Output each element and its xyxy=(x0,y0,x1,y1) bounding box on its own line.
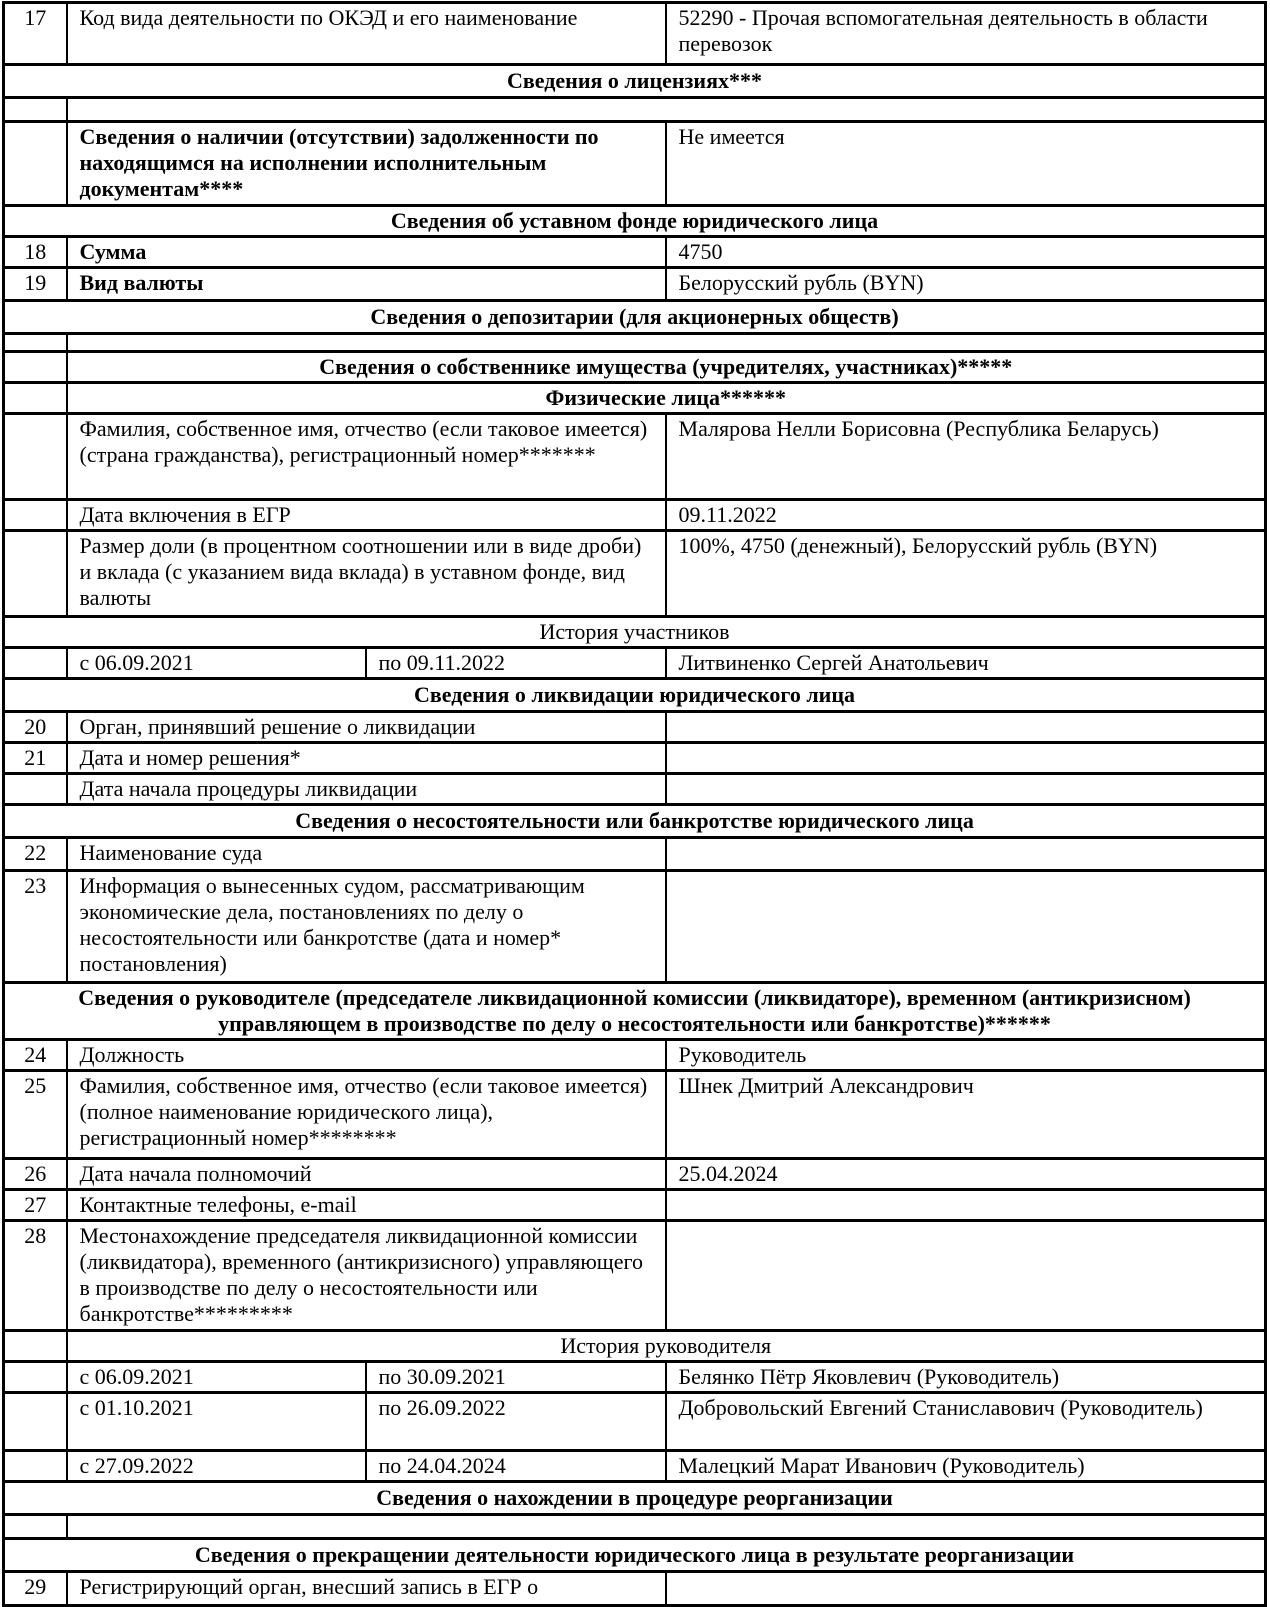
row-number-cell: 22 xyxy=(4,838,67,871)
row-number-cell xyxy=(4,383,67,414)
table-row xyxy=(4,712,1266,743)
value-cell: 52290 - Прочая вспомогательная деятельность в области перевозок xyxy=(666,3,1266,65)
label-cell: Сведения о наличии (отсутствии) задолженности по находящимся на исполнении исполнительным документам**** xyxy=(67,122,666,206)
section-header-cell: Сведения о руководителе (председателе ликвидационной комиссии (ликвидаторе), временном (антикризисном) управляющем в производстве по делу о несостоятельности или банкротстве)****** xyxy=(4,983,1266,1040)
label-cell: Дата начала процедуры ликвидации xyxy=(67,774,666,805)
row-number-cell: 24 xyxy=(4,1040,67,1071)
row-number-cell: 27 xyxy=(4,1190,67,1221)
value-cell: Малярова Нелли Борисовна (Республика Беларусь) xyxy=(666,414,1266,500)
table-row xyxy=(4,1451,1266,1482)
value-cell xyxy=(666,774,1266,805)
row-number-cell xyxy=(4,352,67,383)
date-from-cell: с 06.09.2021 xyxy=(67,1362,366,1393)
label-cell: Регистрирующий орган, внесший запись в ЕГР о xyxy=(67,1572,666,1606)
table-row xyxy=(4,98,1266,122)
date-from-cell: с 27.09.2022 xyxy=(67,1451,366,1482)
label-cell: Дата и номер решения* xyxy=(67,743,666,774)
section-header-cell: Сведения о депозитарии (для акционерных обществ) xyxy=(4,301,1266,334)
row-number-cell: 20 xyxy=(4,712,67,743)
section-header-cell: Сведения об уставном фонде юридического лица xyxy=(4,206,1266,237)
date-to-cell: по 24.04.2024 xyxy=(366,1451,666,1482)
value-cell: Белорусский рубль (BYN) xyxy=(666,268,1266,301)
blank-cell xyxy=(67,98,1266,122)
row-number-cell xyxy=(4,334,67,352)
table-row xyxy=(4,1040,1266,1071)
table-row xyxy=(4,1362,1266,1393)
table-row xyxy=(4,983,1266,1040)
date-from-cell: с 06.09.2021 xyxy=(67,648,366,679)
row-number-cell: 19 xyxy=(4,268,67,301)
table-row xyxy=(4,774,1266,805)
value-cell: 100%, 4750 (денежный), Белорусский рубль (BYN) xyxy=(666,531,1266,617)
table-row xyxy=(4,1539,1266,1572)
value-cell xyxy=(666,1190,1266,1221)
row-number-cell xyxy=(4,531,67,617)
table-row xyxy=(4,531,1266,617)
row-number-cell: 26 xyxy=(4,1159,67,1190)
row-number-cell xyxy=(4,648,67,679)
table-row xyxy=(4,122,1266,206)
row-number-cell xyxy=(4,774,67,805)
table-row xyxy=(4,414,1266,500)
row-number-cell: 21 xyxy=(4,743,67,774)
value-cell xyxy=(666,871,1266,983)
row-number-cell xyxy=(4,414,67,500)
value-cell: Руководитель xyxy=(666,1040,1266,1071)
table-row xyxy=(4,268,1266,301)
section-header-cell: История руководителя xyxy=(67,1331,1266,1362)
label-cell: Информация о вынесенных судом, рассматривающим экономические дела, постановлениях по делу о несостоятельности или банкротстве (дата и номер* постановления) xyxy=(67,871,666,983)
table-row xyxy=(4,1515,1266,1539)
row-number-cell xyxy=(4,122,67,206)
row-number-cell: 18 xyxy=(4,237,67,268)
table-row xyxy=(4,334,1266,352)
table-row xyxy=(4,1393,1266,1451)
label-cell: Размер доли (в процентном соотношении или в виде дроби) и вклада (с указанием вида вклада) в уставном фонде, вид валюты xyxy=(67,531,666,617)
table-row xyxy=(4,1482,1266,1515)
label-cell: Фамилия, собственное имя, отчество (если таковое имеется) (полное наименование юридического лица), регистрационный номер******** xyxy=(67,1071,666,1159)
row-number-cell: 17 xyxy=(4,3,67,65)
value-cell: Малецкий Марат Иванович (Руководитель) xyxy=(666,1451,1266,1482)
table-row xyxy=(4,805,1266,838)
row-number-cell xyxy=(4,1515,67,1539)
value-cell xyxy=(666,712,1266,743)
table-row xyxy=(4,1190,1266,1221)
value-cell: 25.04.2024 xyxy=(666,1159,1266,1190)
row-number-cell xyxy=(4,1393,67,1451)
row-number-cell xyxy=(4,500,67,531)
row-number-cell: 23 xyxy=(4,871,67,983)
value-cell: Белянко Пётр Яковлевич (Руководитель) xyxy=(666,1362,1266,1393)
table-row xyxy=(4,648,1266,679)
row-number-cell: 25 xyxy=(4,1071,67,1159)
section-header-cell: Сведения о прекращении деятельности юридического лица в результате реорганизации xyxy=(4,1539,1266,1572)
section-header-cell: Сведения о собственнике имущества (учредителях, участниках)***** xyxy=(67,352,1266,383)
table-row xyxy=(4,679,1266,712)
table-row xyxy=(4,1572,1266,1606)
label-cell: Сумма xyxy=(67,237,666,268)
label-cell: Вид валюты xyxy=(67,268,666,301)
label-cell: Контактные телефоны, e-mail xyxy=(67,1190,666,1221)
section-header-cell: Сведения о ликвидации юридического лица xyxy=(4,679,1266,712)
section-header-cell: Физические лица****** xyxy=(67,383,1266,414)
section-header-cell: Сведения о нахождении в процедуре реорганизации xyxy=(4,1482,1266,1515)
row-number-cell xyxy=(4,1362,67,1393)
table-row xyxy=(4,617,1266,648)
value-cell xyxy=(666,1221,1266,1331)
table-row xyxy=(4,3,1266,65)
value-cell xyxy=(666,838,1266,871)
registry-table xyxy=(2,1,1267,1607)
label-cell: Дата начала полномочий xyxy=(67,1159,666,1190)
table-row xyxy=(4,352,1266,383)
label-cell: Код вида деятельности по ОКЭД и его наименование xyxy=(67,3,666,65)
value-cell: Шнек Дмитрий Александрович xyxy=(666,1071,1266,1159)
label-cell: Дата включения в ЕГР xyxy=(67,500,666,531)
blank-cell xyxy=(67,1515,1266,1539)
table-row xyxy=(4,1159,1266,1190)
section-header-cell: Сведения о лицензиях*** xyxy=(4,65,1266,98)
blank-cell xyxy=(67,334,1266,352)
table-row xyxy=(4,871,1266,983)
date-to-cell: по 30.09.2021 xyxy=(366,1362,666,1393)
table-row xyxy=(4,206,1266,237)
row-number-cell: 28 xyxy=(4,1221,67,1331)
date-to-cell: по 09.11.2022 xyxy=(366,648,666,679)
label-cell: Местонахождение председателя ликвидационной комиссии (ликвидатора), временного (антикризисного) управляющего в производстве по делу о несостоятельности или банкротстве********* xyxy=(67,1221,666,1331)
table-row xyxy=(4,301,1266,334)
registry-table-body xyxy=(4,3,1266,1606)
table-row xyxy=(4,500,1266,531)
table-row xyxy=(4,237,1266,268)
table-row xyxy=(4,1331,1266,1362)
value-cell: 4750 xyxy=(666,237,1266,268)
table-row xyxy=(4,383,1266,414)
row-number-cell: 29 xyxy=(4,1572,67,1606)
date-to-cell: по 26.09.2022 xyxy=(366,1393,666,1451)
label-cell: Фамилия, собственное имя, отчество (если таковое имеется) (страна гражданства), регистрационный номер******* xyxy=(67,414,666,500)
value-cell xyxy=(666,1572,1266,1606)
value-cell xyxy=(666,743,1266,774)
value-cell: Не имеется xyxy=(666,122,1266,206)
label-cell: Должность xyxy=(67,1040,666,1071)
table-row xyxy=(4,743,1266,774)
row-number-cell xyxy=(4,1331,67,1362)
value-cell: 09.11.2022 xyxy=(666,500,1266,531)
label-cell: Орган, принявший решение о ликвидации xyxy=(67,712,666,743)
section-header-cell: Сведения о несостоятельности или банкротстве юридического лица xyxy=(4,805,1266,838)
row-number-cell xyxy=(4,98,67,122)
row-number-cell xyxy=(4,1451,67,1482)
date-from-cell: с 01.10.2021 xyxy=(67,1393,366,1451)
label-cell: Наименование суда xyxy=(67,838,666,871)
table-row xyxy=(4,65,1266,98)
value-cell: Добровольский Евгений Станиславович (Руководитель) xyxy=(666,1393,1266,1451)
table-row xyxy=(4,838,1266,871)
table-row xyxy=(4,1221,1266,1331)
value-cell: Литвиненко Сергей Анатольевич xyxy=(666,648,1266,679)
section-header-cell: История участников xyxy=(4,617,1266,648)
table-row xyxy=(4,1071,1266,1159)
